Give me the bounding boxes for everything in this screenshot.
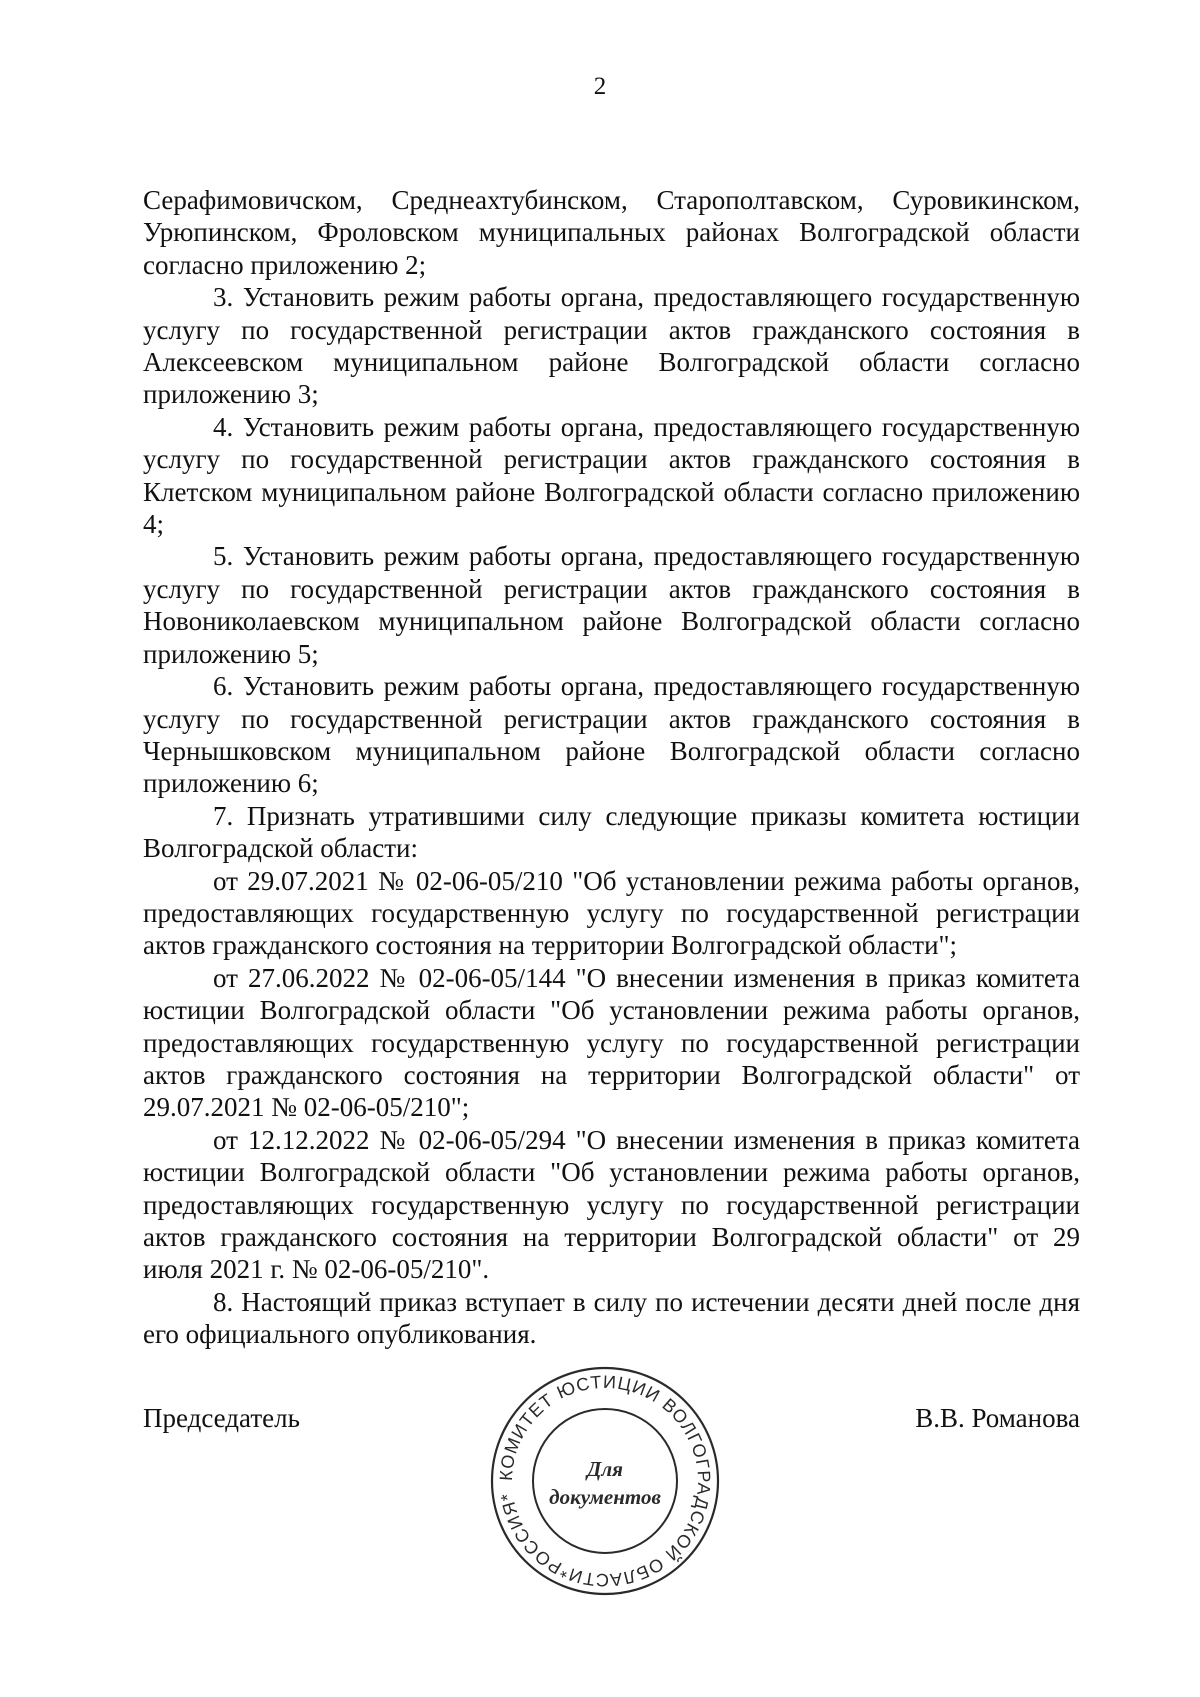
seal-inner-ring <box>533 1409 677 1553</box>
document-body <box>143 184 1080 1351</box>
official-seal-stamp <box>488 1364 722 1598</box>
seal-graphic <box>488 1364 722 1598</box>
paragraph-continuation: Серафимовичском, Среднеахтубинском, Старополтавском, Суровикинском, Урюпинском, Фроловском муниципальных районах Волгоградской области согласно приложению 2; <box>143 185 1080 280</box>
paragraph-item-7: 7. Признать утратившими силу следующие приказы комитета юстиции Волгоградской области: <box>143 800 1080 864</box>
signatory-title: Председатель <box>143 1403 300 1433</box>
paragraph-repealed-order-1: от 29.07.2021 № 02-06-05/210 "Об установлении режима работы органов, предоставляющих государственную услугу по государственной регистрации актов гражданского состояния на территории Волгоградской области"; <box>143 865 1080 961</box>
seal-outer-ring <box>492 1368 718 1594</box>
paragraph-item-3: 3. Установить режим работы органа, предоставляющего государственную услугу по государственной регистрации актов гражданского состояния в Алексеевском муниципальном районе Волгоградской области согласно приложению 3; <box>143 282 1080 410</box>
paragraph-repealed-order-2: от 27.06.2022 № 02-06-05/144 "О внесении изменения в приказ комитета юстиции Волгоградской области "Об установлении режима работы органов, предоставляющих государственную услугу по государственной регистрации актов гражданского состояния на территории Волгоградской области" от 29.07.2021 № 02-06-05/210"; <box>143 962 1080 1123</box>
paragraph-item-8: 8. Настоящий приказ вступает в силу по истечении десяти дней после дня его официального опубликования. <box>143 1286 1080 1350</box>
seal-center-line-1: Для <box>587 1457 623 1481</box>
seal-center-line-2: документов <box>549 1485 661 1509</box>
paragraph-item-6: 6. Установить режим работы органа, предоставляющего государственную услугу по государственной регистрации актов гражданского состояния в Чернышковском муниципальном районе Волгоградской области согласно приложению 6; <box>143 671 1080 799</box>
paragraph-repealed-order-3: от 12.12.2022 № 02-06-05/294 "О внесении изменения в приказ комитета юстиции Волгоградской области "Об установлении режима работы органов, предоставляющих государственную услугу по государственной регистрации актов гражданского состояния на территории Волгоградской области" от 29 июля 2021 г. № 02-06-05/210". <box>143 1124 1080 1285</box>
signatory-name: В.В. Романова <box>915 1403 1080 1433</box>
seal-ring-textpath: КОМИТЕТ ЮСТИЦИИ ВОЛГОГРАДСКОЙ ОБЛАСТИ*РОССИЯ* <box>495 1371 715 1591</box>
paragraph-item-5: 5. Установить режим работы органа, предоставляющего государственную услугу по государственной регистрации актов гражданского состояния в Новониколаевском муниципальном районе Волгоградской области согласно приложению 5; <box>143 541 1080 669</box>
page-number: 2 <box>593 73 607 100</box>
paragraph-item-4: 4. Установить режим работы органа, предоставляющего государственную услугу по государственной регистрации актов гражданского состояния в Клетском муниципальном районе Волгоградской области согласно приложению 4; <box>143 411 1080 540</box>
